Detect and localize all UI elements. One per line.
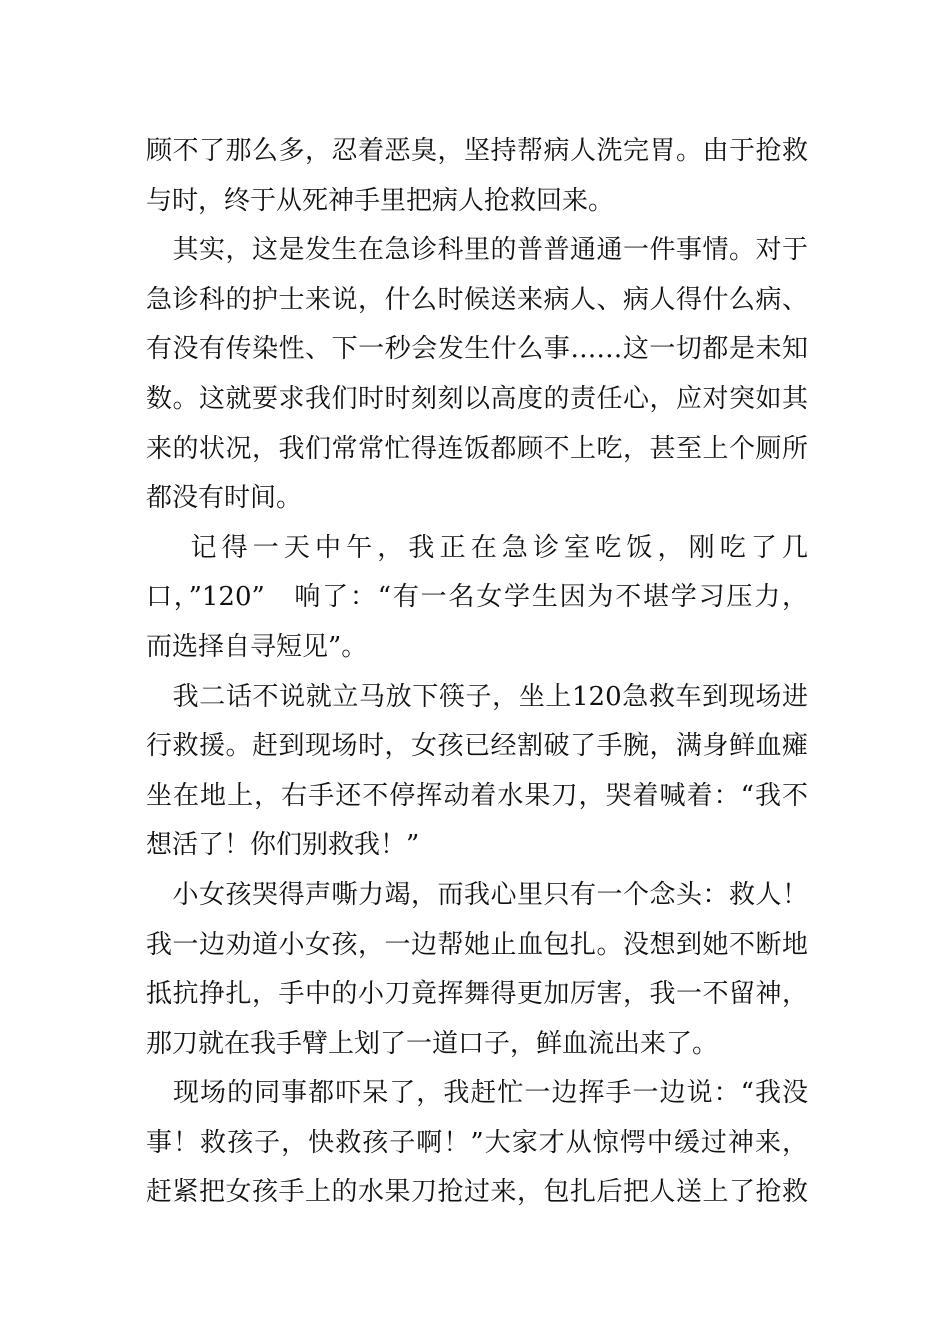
- text-line: 我二话不说就立马放下筷子，坐上120急救车到现场进: [146, 681, 808, 712]
- text-line: 抵抗挣扎，手中的小刀竟挥舞得更加厉害，我一不留神，: [146, 979, 808, 1010]
- text-line: 记得一天中午，我正在急诊室吃饭，刚吃了几: [146, 532, 808, 563]
- text-line: 口，”120” 响了：“有一名女学生因为不堪学习压力，: [146, 582, 808, 613]
- text-line: 都没有时间。: [146, 483, 303, 514]
- paragraph-2: [146, 226, 808, 524]
- paragraph-1: [146, 127, 808, 226]
- text-line: 有没有传染性、下一秒会发生什么事……这一切都是未知: [146, 334, 808, 365]
- text-line: 来的状况，我们常常忙得连饭都顾不上吃，甚至上个厕所: [146, 433, 808, 464]
- text-line: 现场的同事都吓呆了，我赶忙一边挥手一边说：“我没: [146, 1078, 808, 1109]
- paragraph-3: [146, 524, 808, 673]
- text-line: 与时，终于从死神手里把病人抢救回来。: [146, 185, 615, 216]
- paragraph-6: [146, 1069, 808, 1218]
- text-line: 其实，这是发生在急诊科里的普普通通一件事情。对于: [146, 235, 808, 266]
- paragraph-5: [146, 871, 808, 1069]
- text-line: 想活了！你们别救我！”: [146, 830, 420, 861]
- text-line: 事！救孩子，快救孩子啊！”大家才从惊愕中缓过神来，: [146, 1127, 808, 1158]
- text-line: 小女孩哭得声嘶力竭，而我心里只有一个念头：救人！: [146, 879, 808, 910]
- text-line: 赶紧把女孩手上的水果刀抢过来，包扎后把人送上了抢救: [146, 1177, 808, 1208]
- text-line: 行救援。赶到现场时，女孩已经割破了手腕，满身鲜血瘫: [146, 731, 808, 762]
- text-line: 急诊科的护士来说，什么时候送来病人、病人得什么病、: [146, 284, 808, 315]
- paragraph-4: [146, 673, 808, 871]
- text-line: 顾不了那么多，忍着恶臭，坚持帮病人洗完胃。由于抢救: [146, 136, 808, 166]
- text-line: 数。这就要求我们时时刻刻以高度的责任心，应对突如其: [146, 383, 808, 414]
- body-text: [146, 127, 808, 1218]
- text-line: 而选择自寻短见”。: [146, 631, 368, 662]
- text-line: 我一边劝道小女孩，一边帮她止血包扎。没想到她不断地: [146, 929, 808, 960]
- text-line: 那刀就在我手臂上划了一道口子，鲜血流出来了。: [146, 1028, 719, 1059]
- text-line: 坐在地上，右手还不停挥动着水果刀，哭着喊着：“我不: [146, 780, 808, 811]
